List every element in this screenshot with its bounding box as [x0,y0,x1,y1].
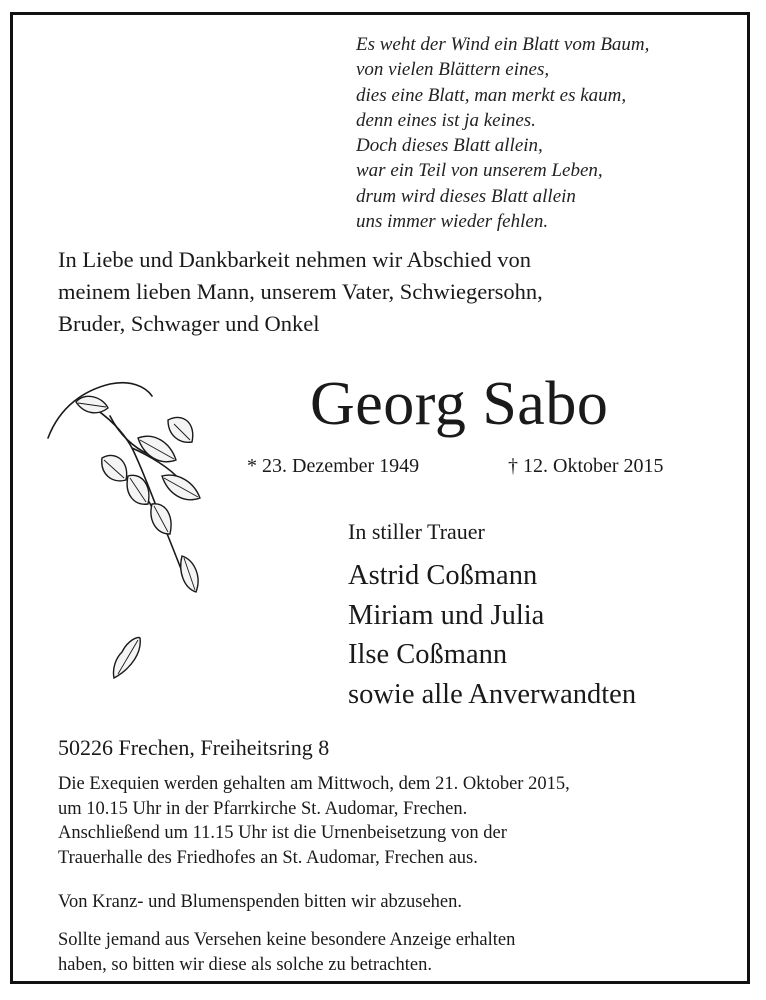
deceased-name: Georg Sabo [310,370,609,438]
poem-line: dies eine Blatt, man merkt es kaum, [356,84,627,106]
service-line: Trauerhalle des Friedhofes an St. Audomar, Frechen aus. [58,847,478,868]
leaf-veins [78,403,198,674]
intro-text [58,244,543,340]
flowers-note [58,890,462,915]
poem-line: denn eines ist ja keines. [356,109,536,131]
poem-line: Doch dieses Blatt allein, [356,135,543,157]
mourning-label: In stiller Trauer [348,519,485,544]
intro-line: In Liebe und Dankbarkeit nehmen wir Abschied von [58,247,531,272]
closing-note [58,928,515,977]
service-line: Die Exequien werden gehalten am Mittwoch, dem 21. Oktober 2015, [58,774,570,794]
intro-line: meinem lieben Mann, unserem Vater, Schwiegersohn, [58,279,543,304]
closing-line: Sollte jemand aus Versehen keine besondere Anzeige erhalten [58,930,516,950]
mourner-name: Astrid Coßmann [348,560,538,591]
poem-line: Es weht der Wind ein Blatt vom Baum, [356,34,650,55]
mourner-name: sowie alle Anverwandten [348,678,637,710]
poem-line: drum wird dieses Blatt allein [356,185,576,207]
service-info [58,772,570,870]
poem-line: war ein Teil von unserem Leben, [356,160,603,182]
flowers-note-line: Von Kranz- und Blumenspenden bitten wir abzusehen. [58,892,462,912]
service-line: Anschließend um 11.15 Uhr ist die Urnenbeisetzung von der [58,823,507,843]
leaf-branch-illustration [40,376,220,696]
poem-line: uns immer wieder fehlen. [356,211,549,233]
mourner-name: Miriam und Julia [348,599,545,631]
mourners-list [348,556,636,714]
closing-line: haben, so bitten wir diese als solche zu betrachten. [58,954,432,975]
poem [356,32,649,234]
poem-line: von vielen Blättern eines, [356,59,550,81]
intro-line: Bruder, Schwager und Onkel [58,311,320,336]
birth-date: * 23. Dezember 1949 [247,455,420,477]
service-line: um 10.15 Uhr in der Pfarrkirche St. Audomar, Frechen. [58,798,468,819]
death-date: † 12. Oktober 2015 [508,455,664,477]
address: 50226 Frechen, Freiheitsring 8 [58,735,330,760]
mourner-name: Ilse Coßmann [348,639,508,670]
